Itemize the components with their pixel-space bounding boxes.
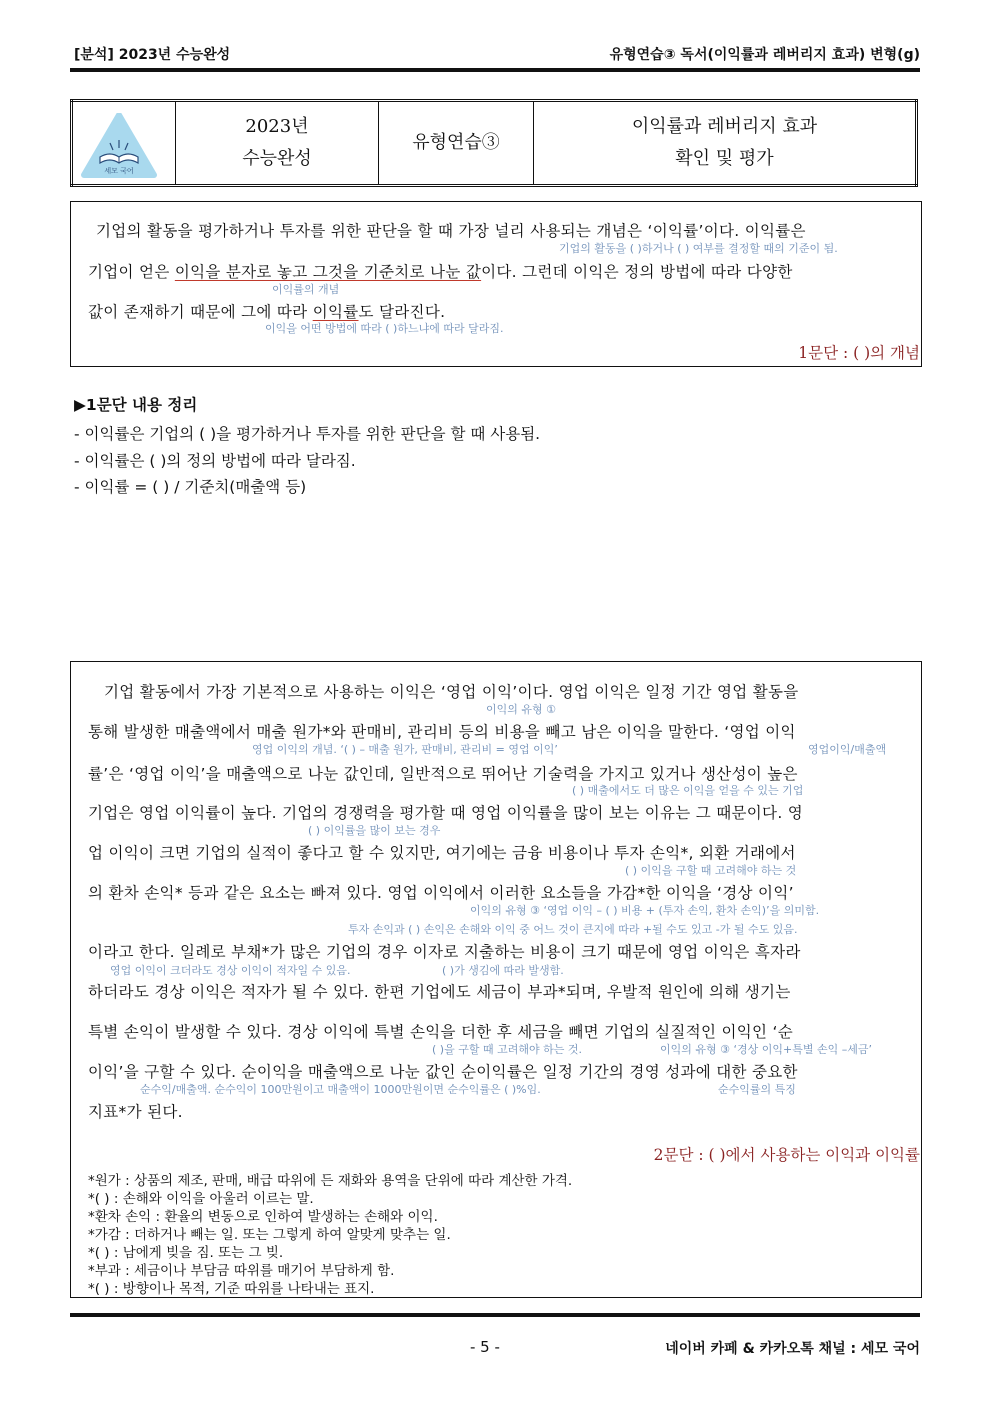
p1-line-2: 기업이 얻은 이익을 분자로 놓고 그것을 기준치로 나눈 값이다. 그런데 이익은 정의 방법에 따라 다양한 [88, 263, 793, 281]
summary-item-1: - 이익률은 기업의 ( )을 평가하거나 투자를 위한 판단을 할 때 사용됨. [74, 425, 541, 443]
summary-item-3: - 이익률 = ( ) / 기준치(매출액 등) [74, 478, 307, 496]
p2-note-5: ( ) 이익을 구할 때 고려해야 하는 것 [625, 864, 797, 877]
header-left: [분석] 2023년 수능완성 [74, 47, 231, 63]
title-year: 2023년 [245, 116, 309, 137]
p2-note-2b: 영업이익/매출액 [808, 743, 887, 756]
p2-line-7: 이라고 한다. 일례로 부채*가 많은 기업의 경우 이자로 지출하는 비용이 크기 때문에 영업 이익은 흑자라 [88, 943, 801, 961]
title-topic: 이익률과 레버리지 효과 [631, 116, 818, 137]
p2-note-10a: 순수익/매출액. 순수익이 100만원이고 매출액이 1000만원이면 순수익률은 ( )%임. [140, 1083, 541, 1096]
p2-note-10b: 순수익률의 특징 [718, 1083, 796, 1096]
p2-note-3: ( ) 매출에서도 더 많은 이익을 얻을 수 있는 기업 [572, 784, 804, 797]
p2-note-2a: 영업 이익의 개념. ‘( ) – 매출 원가, 판매비, 관리비 = 영업 이익’ [252, 743, 558, 756]
p2-note-4: ( ) 이익률을 많이 보는 경우 [308, 824, 441, 837]
p1-line-3: 값이 존재하기 때문에 그에 따라 이익률도 달라진다. [88, 303, 446, 321]
p2-line-8: 하더라도 경상 이익은 적자가 될 수 있다. 한편 기업에도 세금이 부과*되며, 우발적 원인에 의해 생기는 [88, 983, 791, 1001]
footnote-3: *환차 손익 : 환율의 변동으로 인하여 발생하는 손해와 이익. [88, 1209, 438, 1225]
p2-line-10: 이익’을 구할 수 있다. 순이익을 매출액으로 나눈 값인 순이익률은 일정 기간의 경영 성과에 대한 중요한 [88, 1063, 798, 1081]
footnote-4: *가감 : 더하거나 빼는 일. 또는 그렇게 하여 알맞게 맞추는 일. [88, 1227, 451, 1243]
p2-line-2: 통해 발생한 매출액에서 매출 원가*와 판매비, 관리비 등의 비용을 빼고 남은 이익을 말한다. ‘영업 이익 [88, 723, 796, 741]
header-right: 유형연습③ 독서(이익률과 레버리지 효과) 변형(g) [609, 47, 920, 63]
p2-line-1: 기업 활동에서 가장 기본적으로 사용하는 이익은 ‘영업 이익’이다. 영업 이익은 일정 기간 영업 활동을 [104, 683, 799, 701]
p2-note-8a: 영업 이익이 크더라도 경상 이익이 적자일 수 있음. [110, 964, 351, 977]
footnote-1: *원가 : 상품의 제조, 판매, 배급 따위에 든 재화와 용역을 단위에 따라 계산한 가격. [88, 1173, 573, 1189]
p2-line-4: 기업은 영업 이익률이 높다. 기업의 경쟁력을 평가할 때 영업 이익률을 많이 보는 이유는 그 때문이다. 영 [88, 804, 804, 822]
footnote-2: *( ) : 손해와 이익을 아울러 이르는 말. [88, 1191, 314, 1207]
header-rule [70, 68, 920, 72]
summary-title: ▶1문단 내용 정리 [74, 396, 198, 414]
p2-line-3: 률’은 ‘영업 이익’을 매출액으로 나눈 값인데, 일반적으로 뛰어난 기술력을 가지고 있거나 생산성이 높은 [88, 765, 798, 783]
p2-line-6: 의 환차 손익* 등과 같은 요소는 빠져 있다. 영업 이익에서 이러한 요소들을 가감*한 이익을 ‘경상 이익’ [88, 884, 794, 902]
title-subtopic: 확인 및 평가 [675, 148, 774, 169]
p2-note-9a: ( )을 구할 때 고려해야 하는 것. [432, 1043, 582, 1056]
p1-label: 1문단 : ( )의 개념 [798, 344, 920, 362]
footnote-7: *( ) : 방향이나 목적, 기준 따위를 나타내는 표지. [88, 1281, 375, 1297]
title-type: 유형연습③ [379, 101, 534, 186]
p2-note-9b: 이익의 유형 ③ ‘경상 이익+특별 손익 –세금’ [660, 1043, 872, 1056]
p2-label: 2문단 : ( )에서 사용하는 이익과 이익률 [653, 1146, 920, 1164]
p1-line-1: 기업의 활동을 평가하거나 투자를 위한 판단을 할 때 가장 널리 사용되는 개념은 ‘이익률’이다. 이익률은 [96, 222, 806, 240]
title-book: 수능완성 [242, 148, 312, 169]
book-logo-icon [80, 113, 158, 179]
p2-line-5: 업 이익이 크면 기업의 실적이 좋다고 할 수 있지만, 여기에는 금융 비용이나 투자 손익*, 외환 거래에서 [88, 844, 796, 862]
p2-note-7: 투자 손익과 ( ) 손익은 손해와 이익 중 어느 것이 큰지에 따라 +될 수도 있고 -가 될 수도 있음. [348, 923, 798, 936]
p2-note-1: 이익의 유형 ① [486, 703, 556, 716]
p1-note-1: 기업의 활동을 ( )하거나 ( ) 여부를 결정할 때의 기준이 됨. [559, 242, 838, 255]
page-number: - 5 - [470, 1338, 500, 1356]
footer-rule [70, 1313, 920, 1317]
summary-item-2: - 이익률은 ( )의 정의 방법에 따라 달라짐. [74, 452, 356, 470]
title-table [70, 99, 918, 187]
p1-note-3: 이익을 어떤 방법에 따라 ( )하느냐에 따라 달라짐. [265, 322, 504, 335]
p2-note-6: 이익의 유형 ③ ‘영업 이익 – ( ) 비용 + (투자 손익, 환차 손익)’을 의미함. [470, 904, 820, 917]
footnote-6: *부과 : 세금이나 부담금 따위를 매기어 부담하게 함. [88, 1263, 395, 1279]
p2-note-8b: ( )가 생김에 따라 발생함. [442, 964, 564, 977]
p2-line-9: 특별 손익이 발생할 수 있다. 경상 이익에 특별 손익을 더한 후 세금을 빼면 기업의 실질적인 이익인 ‘순 [88, 1023, 794, 1041]
p1-note-2: 이익률의 개념 [272, 283, 340, 296]
title-year-cell [176, 101, 379, 186]
footer-channel: 네이버 카페 & 카카오톡 채널 : 세모 국어 [665, 1341, 920, 1357]
p2-line-11: 지표*가 된다. [88, 1103, 183, 1121]
svg-text:세모 국어: 세모 국어 [104, 167, 134, 175]
title-topic-cell [534, 101, 917, 186]
footnote-5: *( ) : 남에게 빚을 짐. 또는 그 빚. [88, 1245, 284, 1261]
